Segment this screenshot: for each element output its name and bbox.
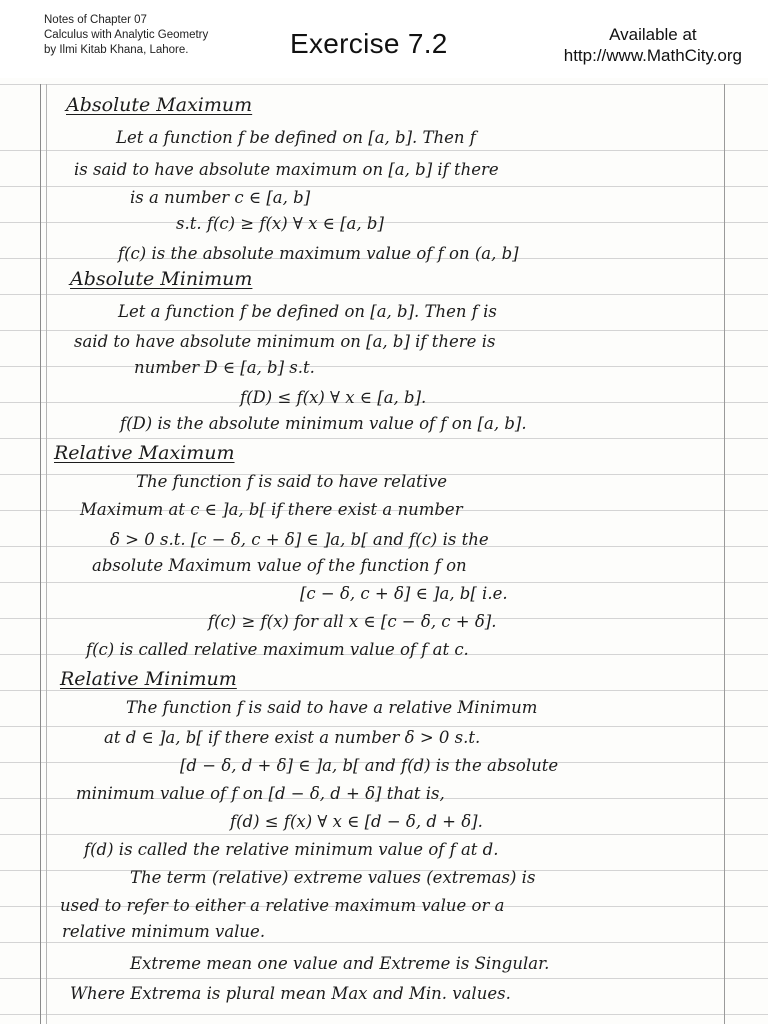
text-line: f(D) is the absolute minimum value of f on [a, b]. [120,414,527,433]
formula-line: s.t. f(c) ≥ f(x) ∀ x ∈ [a, b] [176,214,384,233]
text-line: Where Extrema is plural mean Max and Min. values. [70,984,511,1003]
ruled-line [0,978,768,979]
page-header [0,0,768,78]
text-line: f(c) is the absolute maximum value of f on (a, b] [118,244,519,263]
ruled-line [0,438,768,439]
ruled-line [0,726,768,727]
margin-line-right [724,84,725,1024]
margin-line-left [40,84,41,1024]
ruled-line [0,366,768,367]
text-line: Let a function f be defined on [a, b]. Then f is [118,302,497,321]
formula-line: f(D) ≤ f(x) ∀ x ∈ [a, b]. [240,388,427,407]
text-line: The function f is said to have a relative Minimum [126,698,538,717]
site-url[interactable]: http://www.MathCity.org [563,46,742,65]
source-notes [44,13,208,58]
ruled-line [0,834,768,835]
exercise-title: Exercise 7.2 [290,28,448,59]
ruled-line [0,582,768,583]
text-line: relative minimum value. [62,922,266,941]
formula-line: f(d) ≤ f(x) ∀ x ∈ [d − δ, d + δ]. [230,812,483,831]
text-line: f(d) is called the relative minimum value of f at d. [84,840,499,859]
available-label: Available at [609,25,697,44]
heading-absolute-maximum: Absolute Maximum [66,94,253,116]
formula-line: f(c) ≥ f(x) for all x ∈ [c − δ, c + δ]. [208,612,497,631]
notes-line-1: Notes of Chapter 07 [44,14,147,26]
notes-line-2: Calculus with Analytic Geometry [44,29,209,41]
ruled-line [0,150,768,151]
text-line: is a number c ∈ [a, b] [130,188,311,207]
text-line: used to refer to either a relative maximum value or a [60,896,505,915]
text-line: Extreme mean one value and Extreme is Singular. [130,954,550,973]
text-line: The function f is said to have relative [136,472,448,491]
ruled-line [0,330,768,331]
ruled-line [0,942,768,943]
text-line: minimum value of f on [d − δ, d + δ] that is, [76,784,445,803]
heading-relative-maximum: Relative Maximum [54,442,235,464]
ruled-line [0,1014,768,1015]
text-line: number D ∈ [a, b] s.t. [134,358,315,377]
ruled-line [0,222,768,223]
text-line: δ > 0 s.t. [c − δ, c + δ] ∈ ]a, b[ and f(c) is the [110,530,489,549]
ruled-line [0,294,768,295]
notes-line-3: by Ilmi Kitab Khana, Lahore. [44,44,189,56]
text-line: Let a function f be defined on [a, b]. Then f [116,128,476,147]
text-line: said to have absolute minimum on [a, b] if there is [74,332,496,351]
ruled-line [0,186,768,187]
text-line: [d − δ, d + δ] ∈ ]a, b[ and f(d) is the absolute [180,756,559,775]
heading-absolute-minimum: Absolute Minimum [70,268,253,290]
text-line: The term (relative) extreme values (extremas) is [130,868,536,887]
text-line: Maximum at c ∈ ]a, b[ if there exist a number [80,500,463,519]
margin-line-left-inner [46,84,47,1024]
ruled-line [0,84,768,85]
text-line: f(c) is called relative maximum value of f at c. [86,640,469,659]
text-line: is said to have absolute maximum on [a, b] if there [74,160,499,179]
availability [564,24,742,66]
heading-relative-minimum: Relative Minimum [60,668,237,690]
text-line: at d ∈ ]a, b[ if there exist a number δ > 0 s.t. [104,728,481,747]
ruled-line [0,690,768,691]
text-line: absolute Maximum value of the function f on [92,556,467,575]
formula-line: [c − δ, c + δ] ∈ ]a, b[ i.e. [300,584,508,603]
